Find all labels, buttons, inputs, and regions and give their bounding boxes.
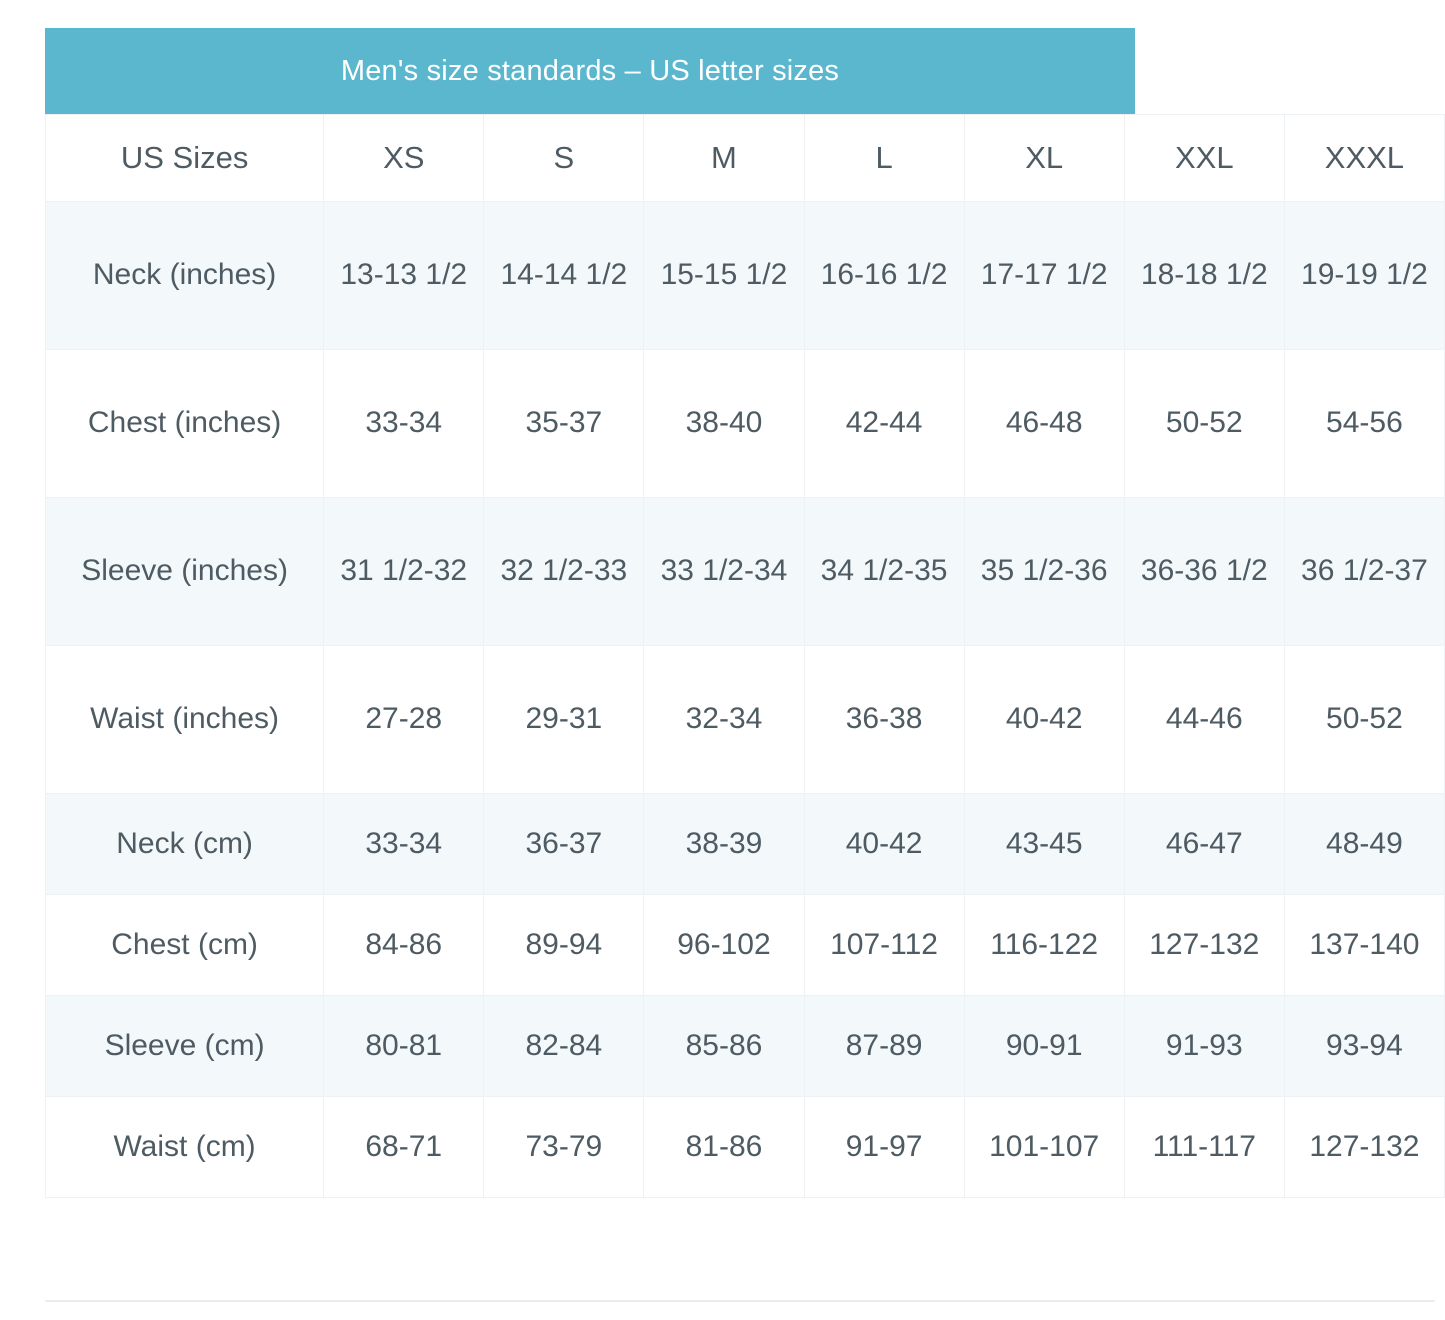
table-row bbox=[46, 349, 1445, 497]
cell-sleeve-cm-xl: 90-91 bbox=[964, 995, 1124, 1096]
column-header-l: L bbox=[804, 115, 964, 202]
table-row bbox=[46, 894, 1445, 995]
cell-neck-cm-s: 36-37 bbox=[484, 793, 644, 894]
cell-neck-inches-xxxl: 19-19 1/2 bbox=[1284, 201, 1444, 349]
cell-neck-inches-s: 14-14 1/2 bbox=[484, 201, 644, 349]
cell-chest-inches-xl: 46-48 bbox=[964, 349, 1124, 497]
cell-sleeve-inches-l: 34 1/2-35 bbox=[804, 497, 964, 645]
cell-waist-cm-l: 91-97 bbox=[804, 1096, 964, 1197]
cell-neck-cm-xxxl: 48-49 bbox=[1284, 793, 1444, 894]
cell-sleeve-cm-l: 87-89 bbox=[804, 995, 964, 1096]
column-header-s: S bbox=[484, 115, 644, 202]
cell-sleeve-inches-m: 33 1/2-34 bbox=[644, 497, 804, 645]
cell-neck-cm-xl: 43-45 bbox=[964, 793, 1124, 894]
column-header-us-sizes: US Sizes bbox=[46, 115, 324, 202]
cell-waist-inches-s: 29-31 bbox=[484, 645, 644, 793]
table-row bbox=[46, 995, 1445, 1096]
cell-neck-inches-xxl: 18-18 1/2 bbox=[1124, 201, 1284, 349]
cell-waist-cm-m: 81-86 bbox=[644, 1096, 804, 1197]
cell-chest-cm-m: 96-102 bbox=[644, 894, 804, 995]
size-chart-container bbox=[45, 28, 1445, 1198]
table-row bbox=[46, 201, 1445, 349]
cell-sleeve-inches-xxl: 36-36 1/2 bbox=[1124, 497, 1284, 645]
cell-neck-cm-xxl: 46-47 bbox=[1124, 793, 1284, 894]
cell-sleeve-inches-xl: 35 1/2-36 bbox=[964, 497, 1124, 645]
cell-waist-inches-l: 36-38 bbox=[804, 645, 964, 793]
cell-sleeve-cm-m: 85-86 bbox=[644, 995, 804, 1096]
cell-chest-cm-xl: 116-122 bbox=[964, 894, 1124, 995]
cell-sleeve-cm-xxl: 91-93 bbox=[1124, 995, 1284, 1096]
column-header-xxl: XXL bbox=[1124, 115, 1284, 202]
cell-waist-inches-xs: 27-28 bbox=[324, 645, 484, 793]
cell-neck-cm-xs: 33-34 bbox=[324, 793, 484, 894]
table-row bbox=[46, 1096, 1445, 1197]
cell-neck-inches-xl: 17-17 1/2 bbox=[964, 201, 1124, 349]
row-label-waist-cm: Waist (cm) bbox=[46, 1096, 324, 1197]
cell-neck-cm-m: 38-39 bbox=[644, 793, 804, 894]
cell-chest-inches-xs: 33-34 bbox=[324, 349, 484, 497]
cell-sleeve-cm-xxxl: 93-94 bbox=[1284, 995, 1444, 1096]
row-label-waist-inches: Waist (inches) bbox=[46, 645, 324, 793]
row-label-chest-inches: Chest (inches) bbox=[46, 349, 324, 497]
column-header-xs: XS bbox=[324, 115, 484, 202]
table-header-row bbox=[46, 115, 1445, 202]
cell-waist-cm-xxxl: 127-132 bbox=[1284, 1096, 1444, 1197]
bottom-divider bbox=[45, 1300, 1435, 1302]
cell-sleeve-inches-xs: 31 1/2-32 bbox=[324, 497, 484, 645]
column-header-xxxl: XXXL bbox=[1284, 115, 1444, 202]
cell-neck-inches-l: 16-16 1/2 bbox=[804, 201, 964, 349]
cell-chest-cm-s: 89-94 bbox=[484, 894, 644, 995]
cell-sleeve-cm-xs: 80-81 bbox=[324, 995, 484, 1096]
cell-chest-cm-xxxl: 137-140 bbox=[1284, 894, 1444, 995]
cell-chest-inches-xxl: 50-52 bbox=[1124, 349, 1284, 497]
row-label-chest-cm: Chest (cm) bbox=[46, 894, 324, 995]
cell-sleeve-cm-s: 82-84 bbox=[484, 995, 644, 1096]
cell-chest-inches-s: 35-37 bbox=[484, 349, 644, 497]
cell-sleeve-inches-s: 32 1/2-33 bbox=[484, 497, 644, 645]
cell-chest-cm-xxl: 127-132 bbox=[1124, 894, 1284, 995]
table-row bbox=[46, 645, 1445, 793]
cell-waist-cm-s: 73-79 bbox=[484, 1096, 644, 1197]
table-row bbox=[46, 793, 1445, 894]
cell-neck-inches-m: 15-15 1/2 bbox=[644, 201, 804, 349]
column-header-m: M bbox=[644, 115, 804, 202]
cell-waist-cm-xxl: 111-117 bbox=[1124, 1096, 1284, 1197]
table-row bbox=[46, 497, 1445, 645]
cell-chest-cm-l: 107-112 bbox=[804, 894, 964, 995]
cell-waist-cm-xl: 101-107 bbox=[964, 1096, 1124, 1197]
cell-waist-inches-xxxl: 50-52 bbox=[1284, 645, 1444, 793]
cell-neck-cm-l: 40-42 bbox=[804, 793, 964, 894]
cell-waist-inches-m: 32-34 bbox=[644, 645, 804, 793]
cell-neck-inches-xs: 13-13 1/2 bbox=[324, 201, 484, 349]
row-label-sleeve-inches: Sleeve (inches) bbox=[46, 497, 324, 645]
cell-chest-inches-xxxl: 54-56 bbox=[1284, 349, 1444, 497]
table-title: Men's size standards – US letter sizes bbox=[45, 28, 1135, 114]
cell-chest-inches-l: 42-44 bbox=[804, 349, 964, 497]
column-header-xl: XL bbox=[964, 115, 1124, 202]
cell-sleeve-inches-xxxl: 36 1/2-37 bbox=[1284, 497, 1444, 645]
row-label-neck-inches: Neck (inches) bbox=[46, 201, 324, 349]
cell-chest-cm-xs: 84-86 bbox=[324, 894, 484, 995]
cell-waist-inches-xl: 40-42 bbox=[964, 645, 1124, 793]
size-standards-table bbox=[45, 114, 1445, 1198]
row-label-neck-cm: Neck (cm) bbox=[46, 793, 324, 894]
cell-waist-cm-xs: 68-71 bbox=[324, 1096, 484, 1197]
cell-chest-inches-m: 38-40 bbox=[644, 349, 804, 497]
row-label-sleeve-cm: Sleeve (cm) bbox=[46, 995, 324, 1096]
cell-waist-inches-xxl: 44-46 bbox=[1124, 645, 1284, 793]
